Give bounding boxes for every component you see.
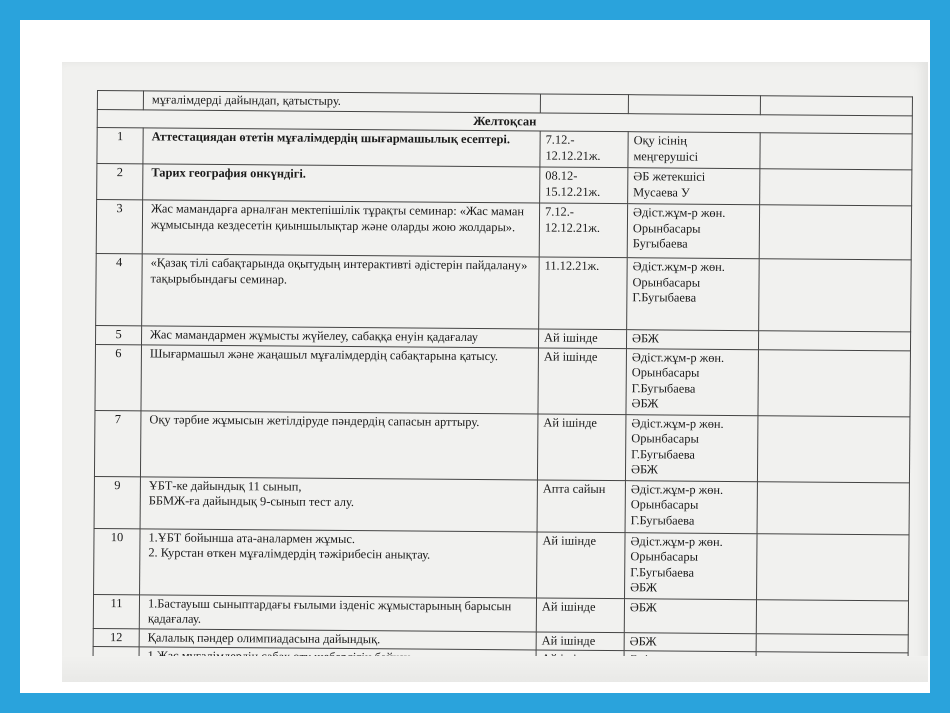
date-cell xyxy=(540,94,628,113)
note-cell xyxy=(759,259,912,332)
date-cell: Ай ішінде xyxy=(536,631,624,650)
table-row xyxy=(95,344,910,416)
activity-cell: Жас мамандармен жұмысты жүйелеу, сабаққа енуін қадағалау xyxy=(142,326,539,348)
row-number: 6 xyxy=(95,344,142,410)
table-row xyxy=(94,476,909,534)
activity-cell: Жас мамандарға арналған мектепішілік тұрақты семинар: «Жас маман жұмысында кездесетін қиыншылықтар және оларды жою жолдары». xyxy=(142,200,539,257)
note-cell xyxy=(757,533,910,600)
activity-cell: «Қазақ тілі сабақтарында оқытудың интерактивті әдістерін пайдалану» тақырыбындағы семинар. xyxy=(142,254,540,329)
row-number: 2 xyxy=(97,164,143,200)
responsible-cell: Әдіст.жұм-р жөн. Орынбасары Бугыбаева xyxy=(627,204,759,259)
note-cell xyxy=(759,205,911,260)
plan-sheet xyxy=(92,90,911,672)
responsible-cell: ӘБЖ xyxy=(624,632,756,652)
date-cell: Ай ішінде xyxy=(537,531,626,598)
row-number: 7 xyxy=(94,410,141,476)
date-cell: 7.12.- 12.12.21ж. xyxy=(539,203,627,258)
table-row xyxy=(94,528,909,600)
row-number: 11 xyxy=(93,594,139,628)
month-header: Желтоқсан xyxy=(97,109,912,134)
activity-cell: Оқу тәрбие жұмысын жетілдіруде пәндердің сапасын арттыру. xyxy=(140,410,538,479)
activity-cell: мұғалімдерді дайындап, қатыстыру. xyxy=(143,91,540,113)
responsible-cell: ӘБЖ xyxy=(626,330,758,350)
date-cell: Ай ішінде xyxy=(536,597,624,632)
paper-bottom-edge xyxy=(62,656,928,682)
date-cell: 7.12.- 12.12.21ж. xyxy=(540,131,628,168)
date-cell: 11.12.21ж. xyxy=(539,257,628,330)
activity-cell: Қалалық пәндер олимпиадасына дайындық. xyxy=(139,628,536,650)
row-number: 12 xyxy=(93,628,139,647)
activity-cell: Шығармашыл және жаңашыл мұғалімдердің сабақтарына қатысу. xyxy=(141,344,539,413)
responsible-cell: Оқу ісінің меңгерушісі xyxy=(628,132,760,169)
table-row xyxy=(96,253,912,331)
note-cell xyxy=(756,599,908,634)
date-cell: Ай ішінде xyxy=(538,329,626,348)
row-number: 1 xyxy=(97,128,143,164)
table-row xyxy=(94,410,909,482)
row-number: 10 xyxy=(94,528,141,594)
responsible-cell: Әдіст.жұм-р жөн. Орынбасары Г.Бугыбаева xyxy=(627,258,760,331)
row-number xyxy=(97,91,143,110)
note-cell xyxy=(760,169,912,206)
responsible-cell: Әдіст.жұм-р жөн. Орынбасары Г.Бугыбаева xyxy=(625,480,757,533)
responsible-cell: Әдіст.жұм-р жөн. Орынбасары Г.Бугыбаева ӘБЖ xyxy=(626,348,759,415)
note-cell xyxy=(757,415,910,482)
responsible-cell xyxy=(628,95,760,115)
activity-cell: 1.ҰБТ бойынша ата-аналармен жұмыс. 2. Курстан өткен мұғалімдердің тәжірибесін анықтау. xyxy=(140,528,538,597)
row-number: 5 xyxy=(96,325,142,344)
responsible-cell: Әдіст.жұм-р жөн. Орынбасары Г.Бугыбаева ӘБЖ xyxy=(625,414,758,481)
note-cell xyxy=(760,96,912,116)
activity-cell: 1.Бастауыш сыныптардағы ғылыми ізденіс жұмыстарының барысын қадағалау. xyxy=(139,594,536,631)
note-cell xyxy=(758,331,910,351)
note-cell xyxy=(756,633,908,653)
responsible-cell: ӘБЖ xyxy=(624,598,756,633)
responsible-cell: ӘБ жетекшісі Мусаева У xyxy=(628,168,760,205)
activity-cell: ҰБТ-ке дайындық 11 сынып, ББМЖ-ға дайындық 9-сынып тест алу. xyxy=(140,476,537,531)
activity-cell: Аттестациядан өтетін мұғалімдердің шығармашылық есептері. xyxy=(143,128,540,167)
date-cell: Апта сайын xyxy=(537,479,625,532)
table-row xyxy=(96,200,911,260)
note-cell xyxy=(758,349,911,416)
responsible-cell: Әдіст.жұм-р жөн. Орынбасары Г.Бугыбаева ӘБЖ xyxy=(625,532,758,599)
document-paper xyxy=(62,62,928,682)
note-cell xyxy=(760,133,912,170)
row-number: 9 xyxy=(94,476,140,528)
note-cell xyxy=(757,481,909,534)
row-number: 4 xyxy=(96,253,143,325)
date-cell: Ай ішінде xyxy=(537,413,626,480)
date-cell: Ай ішінде xyxy=(538,347,627,414)
photo-frame xyxy=(20,20,930,693)
row-number: 3 xyxy=(96,200,142,254)
plan-table xyxy=(92,90,912,672)
date-cell: 08.12- 15.12.21ж. xyxy=(540,167,628,204)
activity-cell: Тарих география онкүндігі. xyxy=(143,164,540,203)
